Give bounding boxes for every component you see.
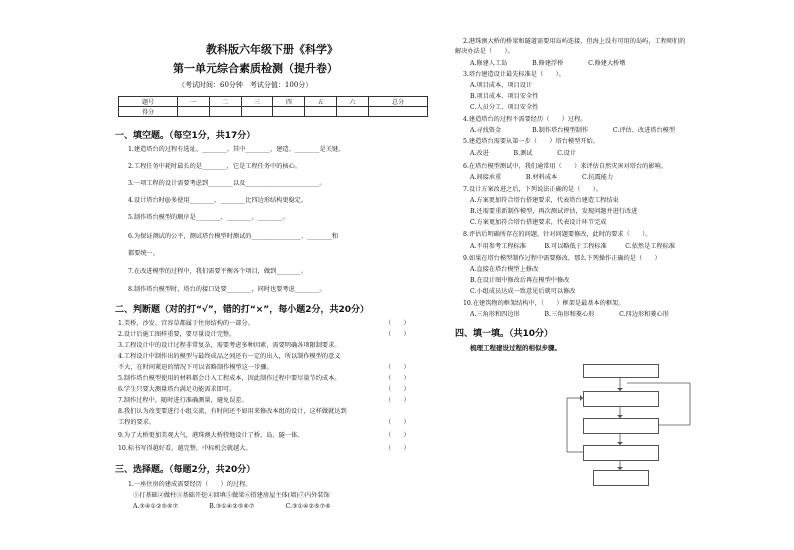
section-3-heading: 三、选择题。（每题2分，共20分） bbox=[115, 465, 256, 475]
page-title: 教科版六年级下册《科学》 bbox=[206, 43, 338, 56]
answer-paren[interactable]: （ ） bbox=[385, 397, 410, 404]
score-header-cell: 四 bbox=[273, 97, 305, 107]
answer-paren[interactable]: （ ） bbox=[385, 364, 410, 371]
question-text: 7.设计方案改进之后，下列说法正确的是（ ）。 bbox=[463, 186, 602, 193]
question-text: 8.制作塔台模型时，塔台的接口处要________，同时也要考虑________。 bbox=[128, 286, 326, 293]
question-text: 1.建造塔台的过程有选址、________、其中________、建造、________是关键。 bbox=[128, 146, 345, 153]
question-text: 7.在改进模型的过程中，我们需要平衡各个项目，做到________。 bbox=[128, 268, 308, 275]
question-options: ①打基础②做柱③基础开挖④回填⑤做梁⑥搭建房屋主体(墙)⑦内外装饰 bbox=[133, 492, 330, 499]
question-text: 10.在建筑物的框架结构中，（ ）框架是最基本的框架。 bbox=[463, 300, 625, 307]
question-text: 解决办法是（ ）。 bbox=[455, 48, 514, 55]
question-text: 4.工程设计中制作出的模型与最终成品之间还有一定的出入，所以制作模型的意义 bbox=[118, 353, 341, 360]
question-text: 10.标书写得越好看，越完整，中标机会就越大。 bbox=[118, 445, 252, 452]
answer-paren[interactable]: （ ） bbox=[385, 386, 410, 393]
score-header-cell: 二 bbox=[209, 97, 241, 107]
score-cell[interactable] bbox=[337, 107, 369, 117]
section-4-heading: 四、填一填。（共10分） bbox=[455, 329, 554, 339]
question-text: 1.美桥、沙发、宫容草都属于住房结构的一部分。 bbox=[118, 320, 254, 327]
score-cell[interactable] bbox=[241, 107, 273, 117]
question-text: 6.学生只要大测量塔台满足功能需求即可。 bbox=[118, 386, 236, 393]
question-options: A.方案更加符合塔台搭建要求，代表塔台建造工程结束 bbox=[470, 197, 619, 204]
question-options: A.不用参考工程标准 B.可以略低于工程标准 C.依然是工程标准 bbox=[470, 243, 676, 250]
question-text: 3.一项工程的设计需要考虑到________以及________________________。 bbox=[128, 180, 326, 187]
answer-paren[interactable]: （ ） bbox=[385, 432, 410, 439]
score-header-cell: 六 bbox=[337, 97, 369, 107]
section-2-heading: 二、判断题（对的打“√”，错的打“×”，每小题2分，共20分） bbox=[115, 305, 369, 315]
question-text: 6.为保证测试的公平，测试塔台模型时测试的________________、________和 bbox=[128, 233, 339, 240]
score-cell[interactable] bbox=[368, 107, 427, 117]
question-text: 6.在塔台模型测试中，我们通常用（ ）来评估自然灾害对塔台的影响。 bbox=[463, 163, 667, 170]
question-options: A.寻找资金 B.制作塔台模型制作 C.评估、改进塔台模型 bbox=[470, 127, 676, 134]
question-options: A.三角形和四边形 B.三角形和菱心形 C.四边形和菱心形 bbox=[470, 311, 669, 318]
question-text: 2.港珠澳大桥的桥梁和隧道需要用岛屿连接，但海上没有可用的岛屿，工程师们的 bbox=[463, 38, 686, 45]
exam-info: （考试时间：60分钟 考试分值：100分） bbox=[178, 81, 313, 89]
question-text: 5.建造塔台需要从第一步（ ）塔台模型开始。 bbox=[463, 138, 599, 145]
question-text: 9.如果在塔台模型制作过程中需要修改，那么下列操作正确的是（ ） bbox=[463, 255, 661, 262]
question-text: 2.工程任务中耗时最长的是________，它是工程任务中的核心。 bbox=[128, 163, 301, 170]
question-text: 4.设计塔台时@多使用________、________比四边形结构更稳定。 bbox=[128, 197, 308, 204]
score-label-cell: 得分 bbox=[119, 107, 178, 117]
section-4-prompt: 梳理工程建设过程的相似步骤。 bbox=[470, 344, 561, 352]
question-options: B.项目成本、项目安全性 bbox=[470, 93, 539, 100]
score-cell[interactable] bbox=[273, 107, 305, 117]
score-header-cell: 题号 bbox=[119, 97, 178, 107]
flow-step-box[interactable] bbox=[593, 470, 649, 486]
question-options: A.直接在塔台模型上修改 bbox=[470, 266, 539, 273]
question-options: B.在设计图中修改后再在模型中修改 bbox=[470, 277, 570, 284]
answer-paren[interactable]: （ ） bbox=[385, 320, 410, 327]
question-options: C.人员分工、项目安全性 bbox=[470, 104, 539, 111]
page-subtitle: 第一单元综合素质检测（提升卷） bbox=[173, 62, 338, 75]
score-header-cell: 一 bbox=[178, 97, 210, 107]
answer-paren[interactable]: （ ） bbox=[385, 375, 410, 382]
section-1-heading: 一、填空题。（每空1分，共17分） bbox=[115, 131, 256, 141]
question-options: C.小组成员达成一致意见后就可以修改 bbox=[470, 288, 576, 295]
question-text: 5.制作塔台模型使用的材料都会计入工程成本，因此制作过程中要尽量节约成本。 bbox=[118, 375, 341, 382]
question-options: C.方案更加符合塔台搭建要求，代表设计环节完成 bbox=[470, 219, 607, 226]
question-options: A.项目成本、项目设计 bbox=[470, 82, 533, 89]
question-options: A.修建人工岛 B.修建浮桥 C.修建大桥墩 bbox=[470, 60, 626, 67]
flow-step-box[interactable] bbox=[583, 364, 659, 378]
score-table bbox=[118, 96, 428, 117]
question-text: 不大，在时间紧迫的情况下可以省略制作模型这一步骤。 bbox=[118, 364, 273, 371]
question-text: 2.设计后施工图样重要，要尽量设计完整。 bbox=[118, 331, 236, 338]
question-text: 3.塔台建造设计最先标准是（ ）。 bbox=[463, 71, 565, 78]
flow-step-box[interactable] bbox=[583, 445, 659, 461]
score-cell[interactable] bbox=[178, 107, 210, 117]
score-header-cell: 三 bbox=[241, 97, 273, 107]
score-header-cell: 总分 bbox=[368, 97, 427, 107]
flow-step-box[interactable] bbox=[583, 391, 659, 407]
question-options: A.③④①②⑤⑥⑦ B.③①④②⑤⑥⑦ C.③①④②⑤⑦⑥ bbox=[133, 503, 331, 510]
question-options: A.间接承重 B.材料成本 C.抗震能力 bbox=[470, 174, 614, 181]
question-text: 4.建造塔台的过程不需要经历（ ）过程。 bbox=[463, 116, 587, 123]
question-text: 都要统一。 bbox=[128, 250, 159, 257]
question-text: 8.我们认为改变要进行小组交流，有时间还不如用来修改本组的设计，这样做就达到 bbox=[118, 408, 347, 415]
score-header-cell: 五 bbox=[305, 97, 337, 107]
question-text: 1.一座住房的建成需要经历（ ）的过程。 bbox=[128, 481, 252, 488]
question-options: A.改进 B.测试 C.设计 bbox=[470, 150, 577, 157]
question-text: 7.制作过程中，随时进行准确测量，避免误差。 bbox=[118, 397, 248, 404]
answer-paren[interactable]: （ ） bbox=[385, 419, 410, 426]
answer-paren[interactable]: （ ） bbox=[385, 331, 410, 338]
question-options: B.还需要重新制作模型，再次测试评估，发现问题并进行改进 bbox=[470, 208, 638, 215]
score-cell[interactable] bbox=[209, 107, 241, 117]
question-text: 5.制作塔台模型的顺序是________、________、________。 bbox=[128, 214, 289, 221]
flow-step-box[interactable] bbox=[583, 418, 659, 434]
question-text: 工程的要求。 bbox=[118, 419, 156, 426]
question-text: 8.评估后明确所存在的问题，针对问题要修改，此时的要求（ ）。 bbox=[463, 231, 652, 238]
question-text: 9.为了大桥更加美观大气，港珠澳大桥特地设计了桥、岛、隧一体。 bbox=[118, 432, 304, 439]
question-text: 3.工程设计中的设计过程非常复杂，需要考虑多种因素，需要明确各项限制要求。 bbox=[118, 342, 341, 349]
score-cell[interactable] bbox=[305, 107, 337, 117]
answer-paren[interactable]: （ ） bbox=[385, 445, 410, 452]
